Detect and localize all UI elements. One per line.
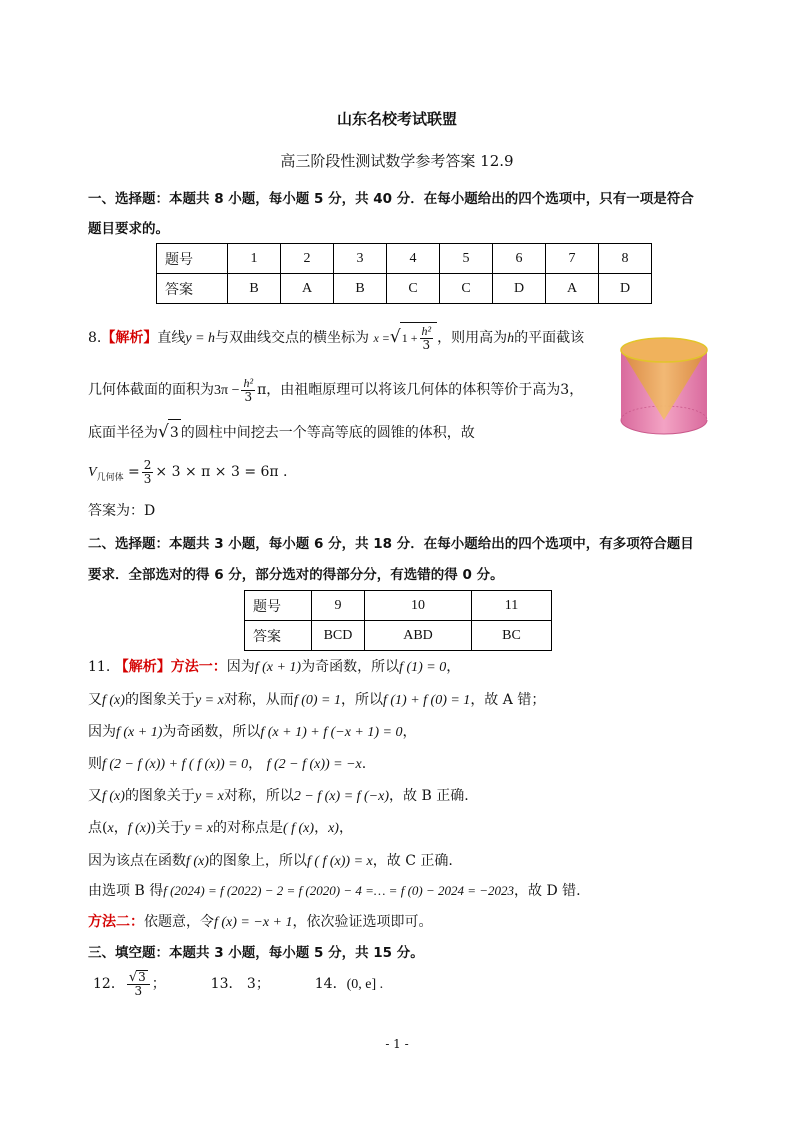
q11-number: 11.	[88, 659, 111, 675]
section2-heading-line2: 要求．全部选对的得 6 分，部分选对的得部分分，有选错的得 0 分。	[88, 567, 504, 583]
q11-math: y = x	[184, 821, 213, 836]
q11-text: 的对称点是	[212, 820, 283, 836]
q8-text: 几何体截面的面积为	[88, 382, 214, 398]
q8-line1	[88, 322, 584, 354]
table-cell: A	[546, 274, 599, 304]
frac-den: 3	[422, 337, 431, 352]
q11-text: .	[361, 756, 367, 772]
q11-text: 为奇函数，所以	[301, 659, 400, 675]
q11-text: 又	[88, 788, 102, 804]
q11-text: ，	[314, 820, 329, 836]
q11-math: x)	[328, 821, 339, 836]
q11-text: ，依次验证选项即可。	[292, 914, 433, 930]
answer-14-value: (0, e] .	[346, 977, 384, 992]
table-cell: D	[599, 274, 652, 304]
q11-math: f (x)	[127, 821, 151, 836]
q11-line9	[88, 911, 432, 931]
table-cell: ABD	[365, 621, 472, 651]
q8-math: 1 +	[401, 331, 418, 345]
q8-fraction	[142, 459, 154, 486]
q8-tag: 【解析】	[101, 330, 158, 346]
q11-text: ，故 B 正确.	[389, 788, 469, 804]
table-row	[157, 244, 652, 274]
q8-line2	[88, 375, 583, 406]
q11-line3	[88, 721, 416, 741]
q11-text: 依题意，令	[144, 914, 214, 930]
q11-line2	[88, 689, 545, 709]
q11-math: f (1) + f (0) = 1	[382, 693, 471, 708]
q8-sqrt	[400, 322, 437, 353]
sqrt-sign: √	[389, 327, 401, 347]
q11-text: )关于	[150, 820, 185, 836]
answer-table-1	[156, 243, 652, 304]
q11-text: ，所以	[340, 692, 383, 708]
q11-math: f (1) = 0	[399, 660, 447, 675]
table-cell: 10	[365, 591, 472, 621]
frac-num: h²	[421, 323, 432, 338]
q11-tag: 【解析】	[114, 659, 171, 675]
q11-math: f (2 − f (x)) = −x	[266, 757, 362, 772]
q11-method2-label: 方法二：	[88, 914, 144, 930]
table-cell: 5	[440, 244, 493, 274]
table-cell: 1	[228, 244, 281, 274]
answer-table-2	[244, 590, 552, 651]
q11-text: ，	[248, 756, 263, 772]
table-header-cell: 题号	[157, 244, 228, 274]
q11-line8	[88, 880, 581, 900]
page-number: - 1 -	[385, 1037, 409, 1051]
q8-line3	[88, 419, 475, 446]
q8-math: π	[257, 382, 267, 398]
q11-text: ，故 C 正确.	[372, 853, 453, 869]
top-ellipse	[621, 338, 707, 362]
table-header-cell: 答案	[245, 621, 312, 651]
q11-text: 点(	[88, 820, 108, 836]
q8-math: 3π −	[214, 383, 240, 398]
q11-line4	[88, 753, 366, 773]
q8-text: ，则用高为	[437, 330, 508, 346]
q11-text: 的图象关于	[124, 788, 195, 804]
section2-heading-line1: 二、选择题：本题共 3 小题，每小题 6 分，共 18 分．在每小题给出的四个选项中，有多项符合题目	[88, 536, 694, 552]
q11-text: 则	[88, 756, 102, 772]
q11-math: f (x)	[102, 693, 125, 708]
q11-math: f ( f (x)) = x	[306, 854, 373, 869]
q11-text: ，	[113, 820, 128, 836]
doc-title: 高三阶段性测试数学参考答案 12.9	[280, 152, 514, 170]
table-cell: 4	[387, 244, 440, 274]
q11-text: ，	[338, 820, 353, 836]
q11-line5	[88, 785, 469, 805]
answer-13: 13． 3；	[210, 976, 270, 992]
q11-math: f (x)	[102, 789, 125, 804]
q11-math: f (x)	[186, 854, 209, 869]
q8-math: 3	[168, 419, 181, 446]
table-cell: BC	[472, 621, 552, 651]
q8-text: 与双曲线交点的横坐标为	[215, 330, 370, 346]
q8-text: 的平面截该	[514, 330, 585, 346]
table-cell: C	[387, 274, 440, 304]
table-row	[245, 621, 552, 651]
q11-math: f (x + 1)	[254, 660, 302, 675]
sqrt-sign: √	[128, 970, 138, 985]
table-cell: 11	[472, 591, 552, 621]
q11-math: ( f (x)	[282, 821, 315, 836]
table-cell: B	[334, 274, 387, 304]
org-title: 山东名校考试联盟	[336, 110, 457, 128]
q11-text: 为奇函数，所以	[162, 724, 261, 740]
frac-num: h²	[243, 375, 254, 390]
table-cell: A	[281, 274, 334, 304]
frac-den: 3	[244, 389, 253, 404]
answer-12-number: 12．	[93, 976, 125, 992]
q11-text: ，故 A 错；	[470, 692, 546, 708]
q11-text: 对称，从而	[223, 692, 294, 708]
q11-text: 因为	[226, 659, 255, 675]
q8-math: h	[507, 331, 515, 346]
sqrt-sign: √	[158, 422, 169, 442]
q11-text: ，故 D 错.	[514, 883, 581, 899]
q8-text: ，由祖暅原理可以将该几何体的体积等价于高为	[266, 382, 561, 398]
section3-answers	[93, 967, 383, 1002]
q11-text: 又	[88, 692, 102, 708]
q8-text: 直线	[157, 330, 186, 346]
q11-math: 2 − f (x) = f (−x)	[293, 789, 390, 804]
table-cell: 8	[599, 244, 652, 274]
table-row	[245, 591, 552, 621]
q11-line7	[88, 850, 453, 870]
table-row	[157, 274, 652, 304]
q11-text: 的图象关于	[124, 692, 195, 708]
q11-method1-label: 方法一：	[170, 659, 227, 675]
q11-math: f (x + 1) + f (−x + 1) = 0	[260, 725, 403, 740]
q11-text: 因为该点在函数	[88, 853, 186, 869]
q11-text: 由选项 B 得	[88, 883, 164, 899]
q8-math: V	[88, 465, 97, 480]
table-cell: 3	[334, 244, 387, 274]
q8-text: 的圆柱中间挖去一个等高等底的圆锥的体积，故	[180, 425, 475, 441]
q11-text: ，	[402, 724, 417, 740]
frac-num: 2	[143, 457, 152, 472]
q8-fraction	[241, 377, 255, 404]
q11-text: 的图象上，所以	[208, 853, 307, 869]
q11-math: f (2 − f (x)) + f ( f (x)) = 0	[102, 757, 249, 772]
q8-number: 8.	[88, 330, 102, 346]
q8-math: 3	[560, 382, 570, 398]
frac-den: 3	[143, 471, 152, 486]
section1-heading-line1: 一、选择题：本题共 8 小题，每小题 5 分，共 40 分．在每小题给出的四个选项中，只有一项是符合	[88, 191, 694, 207]
q8-answer: 答案为：D	[88, 503, 156, 519]
q11-text: 因为	[88, 724, 116, 740]
table-cell: 6	[493, 244, 546, 274]
q11-math: f (2024) = f (2022) − 2 = f (2020) − 4 =… = f (0) − 2024 = −2023	[163, 883, 515, 898]
table-cell: D	[493, 274, 546, 304]
q11-text: 对称，所以	[223, 788, 294, 804]
q8-fraction	[420, 325, 434, 352]
answer-12-sep: ；	[151, 976, 166, 992]
q8-math: × 3 × π × 3 = 6π .	[155, 464, 288, 480]
section1-heading-line2: 题目要求的。	[88, 221, 169, 237]
q8-math: =	[128, 464, 140, 480]
section3-heading: 三、填空题：本题共 3 小题，每小题 5 分，共 15 分。	[88, 945, 424, 961]
table-header-cell: 答案	[157, 274, 228, 304]
q11-line6	[88, 817, 353, 837]
frac-num: 3	[138, 970, 146, 984]
table-cell: C	[440, 274, 493, 304]
frac-den: 3	[134, 984, 143, 998]
q11-math: f (0) = 1	[293, 693, 341, 708]
q11-math: y = x	[194, 789, 224, 804]
q8-math: x =	[373, 331, 390, 345]
answer-12-fraction	[127, 970, 150, 998]
cylinder-cone-figure	[618, 335, 710, 440]
table-cell: B	[228, 274, 281, 304]
q8-subscript: 几何体	[96, 472, 124, 483]
q8-math: y = h	[185, 331, 216, 346]
table-cell: 2	[281, 244, 334, 274]
q11-math: x	[107, 821, 114, 836]
q11-math: f (x + 1)	[116, 725, 163, 740]
answer-14-number: 14．	[314, 976, 347, 992]
q8-text: 底面半径为	[88, 425, 158, 441]
q11-text: ，	[446, 659, 461, 675]
table-header-cell: 题号	[245, 591, 312, 621]
q11-math: y = x	[194, 693, 224, 708]
q8-text: ，	[569, 382, 584, 398]
q11-math: f (x) = −x + 1	[214, 915, 293, 930]
table-cell: 9	[312, 591, 365, 621]
q11-line1	[88, 656, 460, 676]
table-cell: BCD	[312, 621, 365, 651]
table-cell: 7	[546, 244, 599, 274]
q8-line4	[88, 455, 288, 495]
